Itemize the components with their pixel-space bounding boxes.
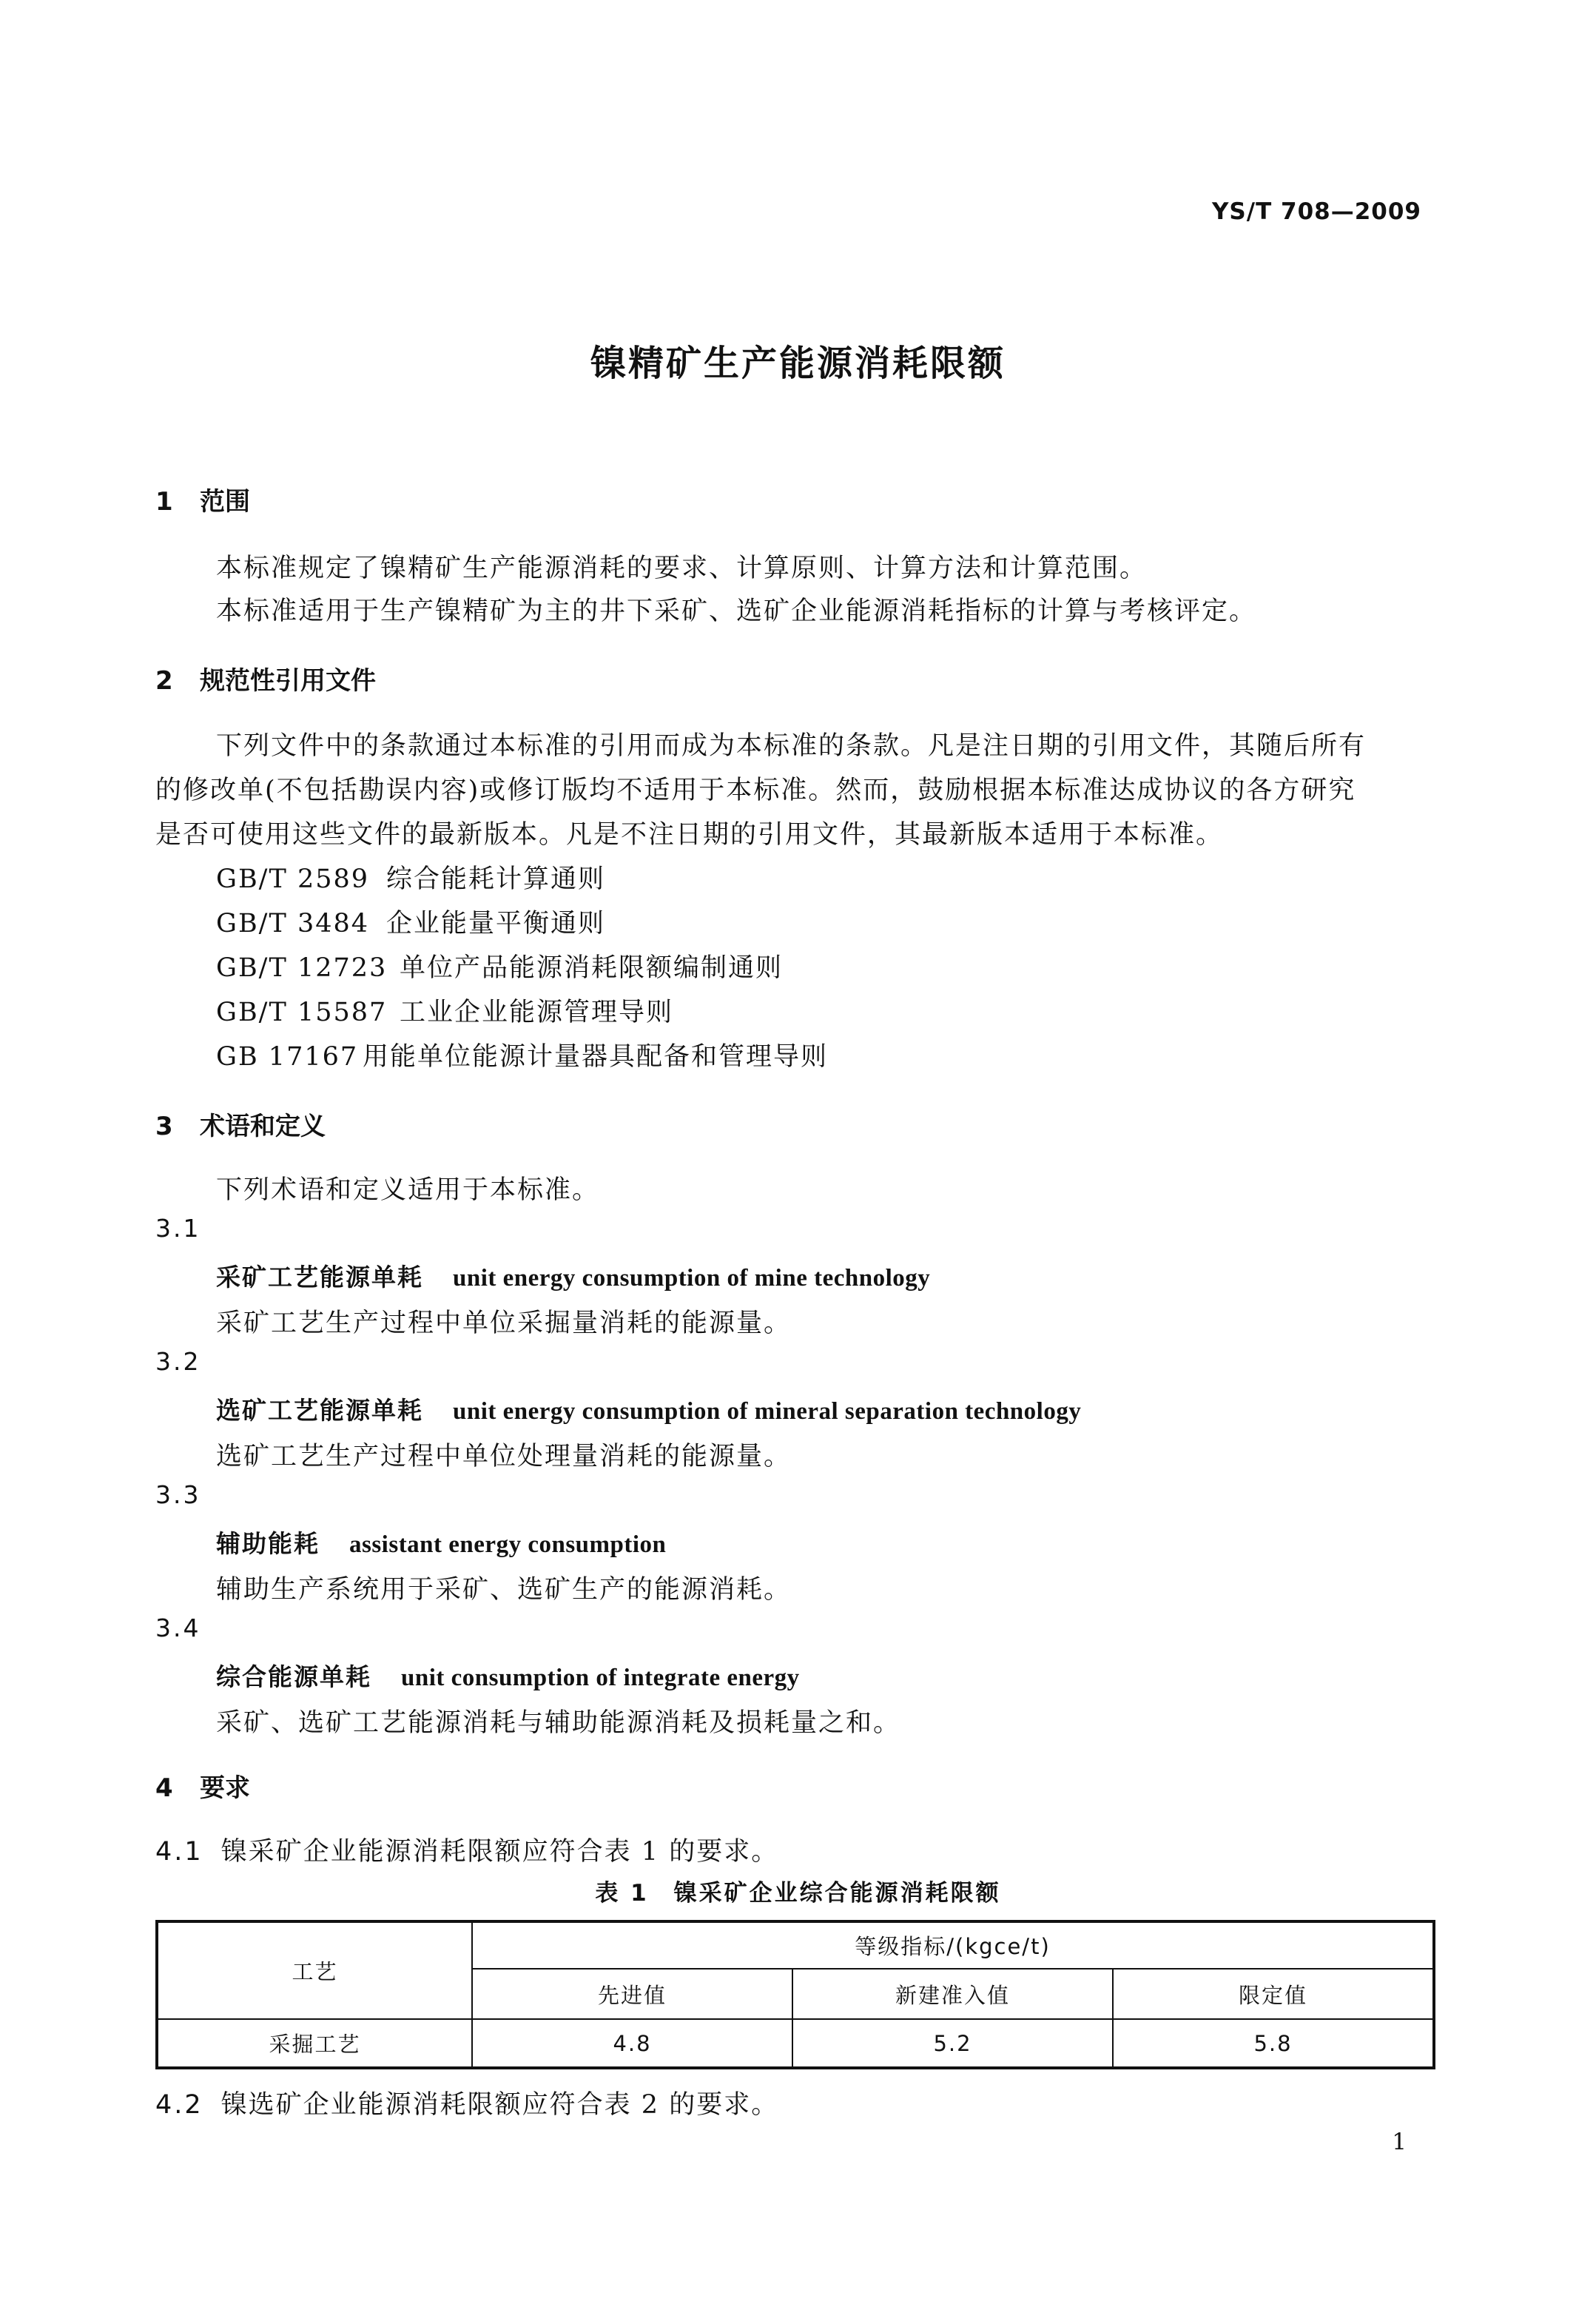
term-en: assistant energy consumption <box>349 1531 667 1558</box>
term-number: 3.4 <box>155 1613 201 1642</box>
term-number: 3.1 <box>155 1214 201 1243</box>
section-2-heading <box>155 660 376 696</box>
term-number: 3.3 <box>155 1480 201 1509</box>
clause-number: 4.1 <box>155 1837 203 1867</box>
header-advanced-value: 先进值 <box>472 1969 792 2019</box>
section-title: 规范性引用文件 <box>200 666 376 696</box>
header-new-entry-value: 新建准入值 <box>792 1969 1113 2019</box>
term-entry <box>216 1525 666 1559</box>
reference-title: 工业企业能源管理导则 <box>400 998 674 1027</box>
term-en: unit energy consumption of mine technology <box>453 1265 931 1292</box>
header-process: 工艺 <box>157 1921 472 2019</box>
header-grade-indicator: 等级指标/(kgce/t) <box>472 1921 1434 1969</box>
term-entry <box>216 1391 1081 1426</box>
paragraph: 本标准规定了镍精矿生产能源消耗的要求、计算原则、计算方法和计算范围。 <box>216 554 1148 583</box>
term-en: unit consumption of integrate energy <box>401 1665 800 1691</box>
page-number: 1 <box>1392 2129 1407 2155</box>
term-entry <box>216 1258 930 1293</box>
section-1-heading <box>155 481 250 517</box>
paragraph: 下列术语和定义适用于本标准。 <box>216 1175 600 1205</box>
section-number: 4 <box>155 1773 173 1803</box>
normative-reference <box>216 859 605 896</box>
normative-reference <box>216 903 605 940</box>
clause-4-2 <box>155 2084 778 2121</box>
term-zh: 选矿工艺能源单耗 <box>216 1396 423 1425</box>
section-4-heading <box>155 1767 250 1804</box>
cell-limit-value: 5.8 <box>1113 2019 1434 2068</box>
reference-code: GB 17167 <box>216 1042 359 1072</box>
document-title: 镍精矿生产能源消耗限额 <box>590 343 1006 384</box>
table-row <box>157 2019 1434 2068</box>
energy-quota-table <box>155 1920 1435 2069</box>
section-3-heading <box>155 1106 326 1142</box>
reference-code: GB/T 12723 <box>216 953 388 983</box>
clause-text: 镍选矿企业能源消耗限额应符合表 2 的要求。 <box>220 2090 779 2120</box>
section-number: 2 <box>155 666 173 696</box>
paragraph-line: 下列文件中的条款通过本标准的引用而成为本标准的条款。凡是注日期的引用文件，其随后所有 <box>216 731 1367 761</box>
term-definition: 采矿工艺生产过程中单位采掘量消耗的能源量。 <box>216 1309 792 1338</box>
section-number: 1 <box>155 487 173 517</box>
clause-4-1 <box>155 1831 778 1868</box>
reference-code: GB/T 3484 <box>216 909 370 938</box>
reference-code: GB/T 15587 <box>216 998 388 1027</box>
term-definition: 辅助生产系统用于采矿、选矿生产的能源消耗。 <box>216 1575 792 1605</box>
section-title: 术语和定义 <box>200 1112 326 1141</box>
paragraph-line: 的修改单(不包括勘误内容)或修订版均不适用于本标准。然而，鼓励根据本标准达成协议的各方研究 <box>155 776 1356 805</box>
normative-reference <box>216 992 673 1029</box>
term-en: unit energy consumption of mineral separation technology <box>453 1398 1082 1425</box>
term-number: 3.2 <box>155 1347 201 1376</box>
paragraph: 本标准适用于生产镍精矿为主的井下采矿、选矿企业能源消耗指标的计算与考核评定。 <box>216 597 1257 626</box>
cell-new-entry-value: 5.2 <box>792 2019 1113 2068</box>
term-entry <box>216 1658 800 1693</box>
reference-title: 综合能耗计算通则 <box>386 864 606 894</box>
reference-title: 企业能量平衡通则 <box>386 909 606 938</box>
reference-title: 用能单位能源计量器具配备和管理导则 <box>363 1042 829 1072</box>
term-definition: 选矿工艺生产过程中单位处理量消耗的能源量。 <box>216 1442 792 1471</box>
cell-process: 采掘工艺 <box>157 2019 472 2068</box>
term-definition: 采矿、选矿工艺能源消耗与辅助能源消耗及损耗量之和。 <box>216 1708 901 1738</box>
section-title: 范围 <box>200 487 250 517</box>
normative-reference <box>216 1036 828 1073</box>
paragraph-line: 是否可使用这些文件的最新版本。凡是不注日期的引用文件，其最新版本适用于本标准。 <box>155 820 1224 850</box>
term-zh: 辅助能耗 <box>216 1529 320 1558</box>
normative-reference <box>216 947 783 984</box>
section-number: 3 <box>155 1112 173 1141</box>
header-limit-value: 限定值 <box>1113 1969 1434 2019</box>
clause-number: 4.2 <box>155 2090 203 2120</box>
cell-advanced-value: 4.8 <box>472 2019 792 2068</box>
reference-code: GB/T 2589 <box>216 864 370 894</box>
reference-title: 单位产品能源消耗限额编制通则 <box>400 953 784 983</box>
term-zh: 综合能源单耗 <box>216 1662 371 1691</box>
section-title: 要求 <box>200 1773 250 1803</box>
standard-code: YS/T 708—2009 <box>1211 198 1421 225</box>
table-caption: 表 1 镍采矿企业综合能源消耗限额 <box>595 1880 1001 1907</box>
clause-text: 镍采矿企业能源消耗限额应符合表 1 的要求。 <box>220 1837 779 1867</box>
term-zh: 采矿工艺能源单耗 <box>216 1263 423 1292</box>
